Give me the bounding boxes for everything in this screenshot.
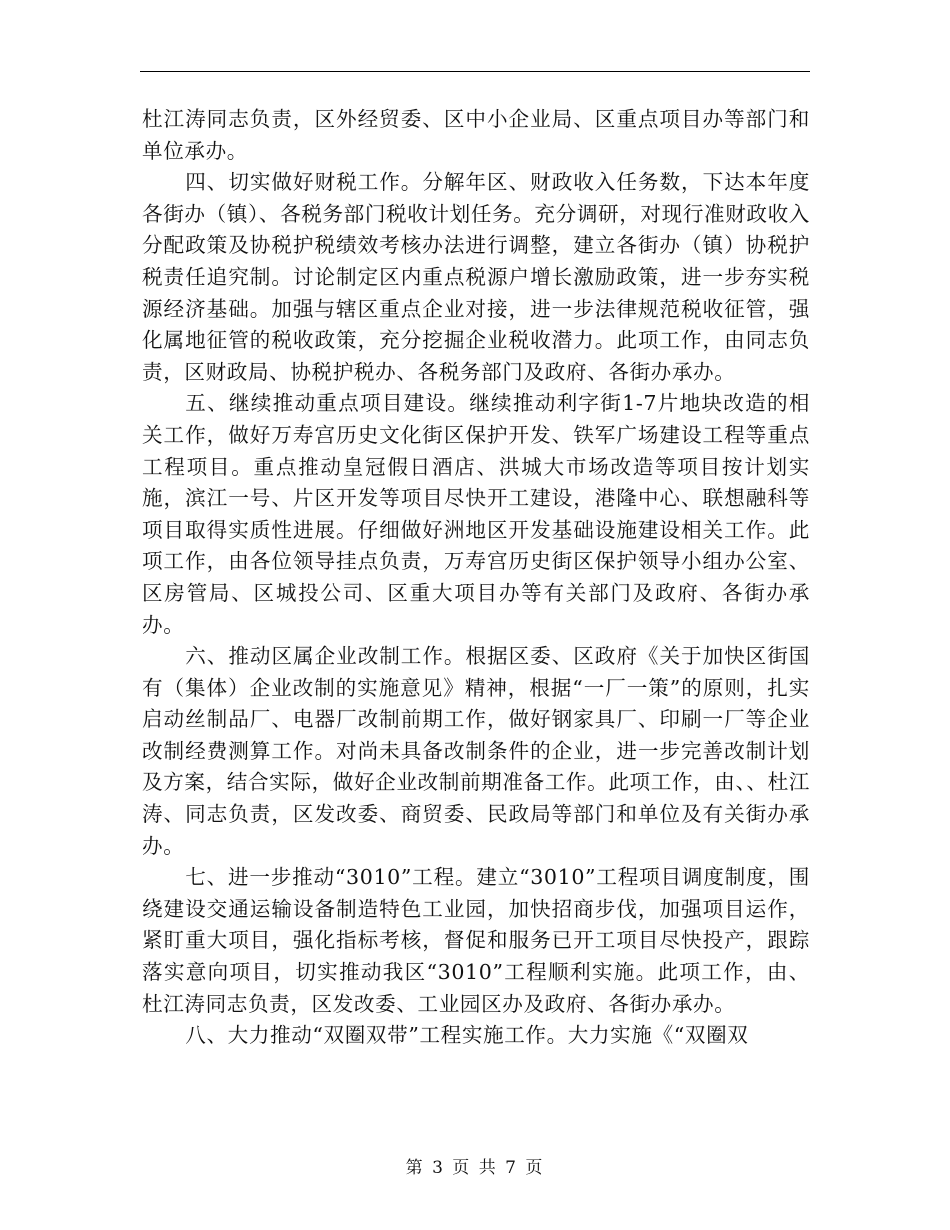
paragraph-3010-project: 七、进一步推动“3010”工程。建立“3010”工程项目调度制度，围绕建设交通运输设备制造特色工业园，加快招商步伐，加强项目运作，紧盯重大项目，强化指标考核，督促和服务已开工项目尽快投产，跟踪落实意向项目，切实推动我区“3010”工程顺利实施。此项工作，由、杜江涛同志负责，区发改委、工业园区办及政府、各街办承办。 <box>142 865 810 1016</box>
paragraph-continuation: 杜江涛同志负责，区外经贸委、区中小企业局、区重点项目办等部门和单位承办。 <box>142 107 810 163</box>
header-rule <box>140 71 810 72</box>
paragraph-key-projects: 五、继续推动重点项目建设。继续推动利字街1-7片地块改造的相关工作，做好万寿宫历史文化街区保护开发、铁军广场建设工程等重点工程项目。重点推动皇冠假日酒店、洪城大市场改造等项目按计划实施，滨江一号、片区开发等项目尽快开工建设，港隆中心、联想融科等项目取得实质性进展。仔细做好洲地区开发基础设施建设相关工作。此项工作，由各位领导挂点负责，万寿宫历史街区保护领导小组办公室、区房管局、区城投公司、区重大项目办等有关部门及政府、各街办承办。 <box>142 391 810 637</box>
paragraph-enterprise-reform: 六、推动区属企业改制工作。根据区委、区政府《关于加快区街国有（集体）企业改制的实施意见》精神，根据“一厂一策”的原则，扎实启动丝制品厂、电器厂改制前期工作，做好钢家具厂、印刷一厂等企业改制经费测算工作。对尚未具备改制条件的企业，进一步完善改制计划及方案，结合实际，做好企业改制前期准备工作。此项工作，由、、杜江涛、同志负责，区发改委、商贸委、民政局等部门和单位及有关街办承办。 <box>142 644 810 858</box>
page-number-footer: 第 3 页 共 7 页 <box>405 1158 545 1178</box>
paragraph-fiscal-tax: 四、切实做好财税工作。分解年区、财政收入任务数，下达本年度各街办（镇）、各税务部门税收计划任务。充分调研，对现行准财政收入分配政策及协税护税绩效考核办法进行调整，建立各街办（镇）协税护税责任追究制。讨论制定区内重点税源户增长激励政策，进一步夯实税源经济基础。加强与辖区重点企业对接，进一步法律规范税收征管，强化属地征管的税收政策，充分挖掘企业税收潜力。此项工作，由同志负责，区财政局、协税护税办、各税务部门及政府、各街办承办。 <box>142 170 810 384</box>
paragraph-double-circle: 八、大力推动“双圈双带”工程实施工作。大力实施《“双圈双 <box>185 1023 749 1048</box>
document-body <box>142 104 810 1052</box>
